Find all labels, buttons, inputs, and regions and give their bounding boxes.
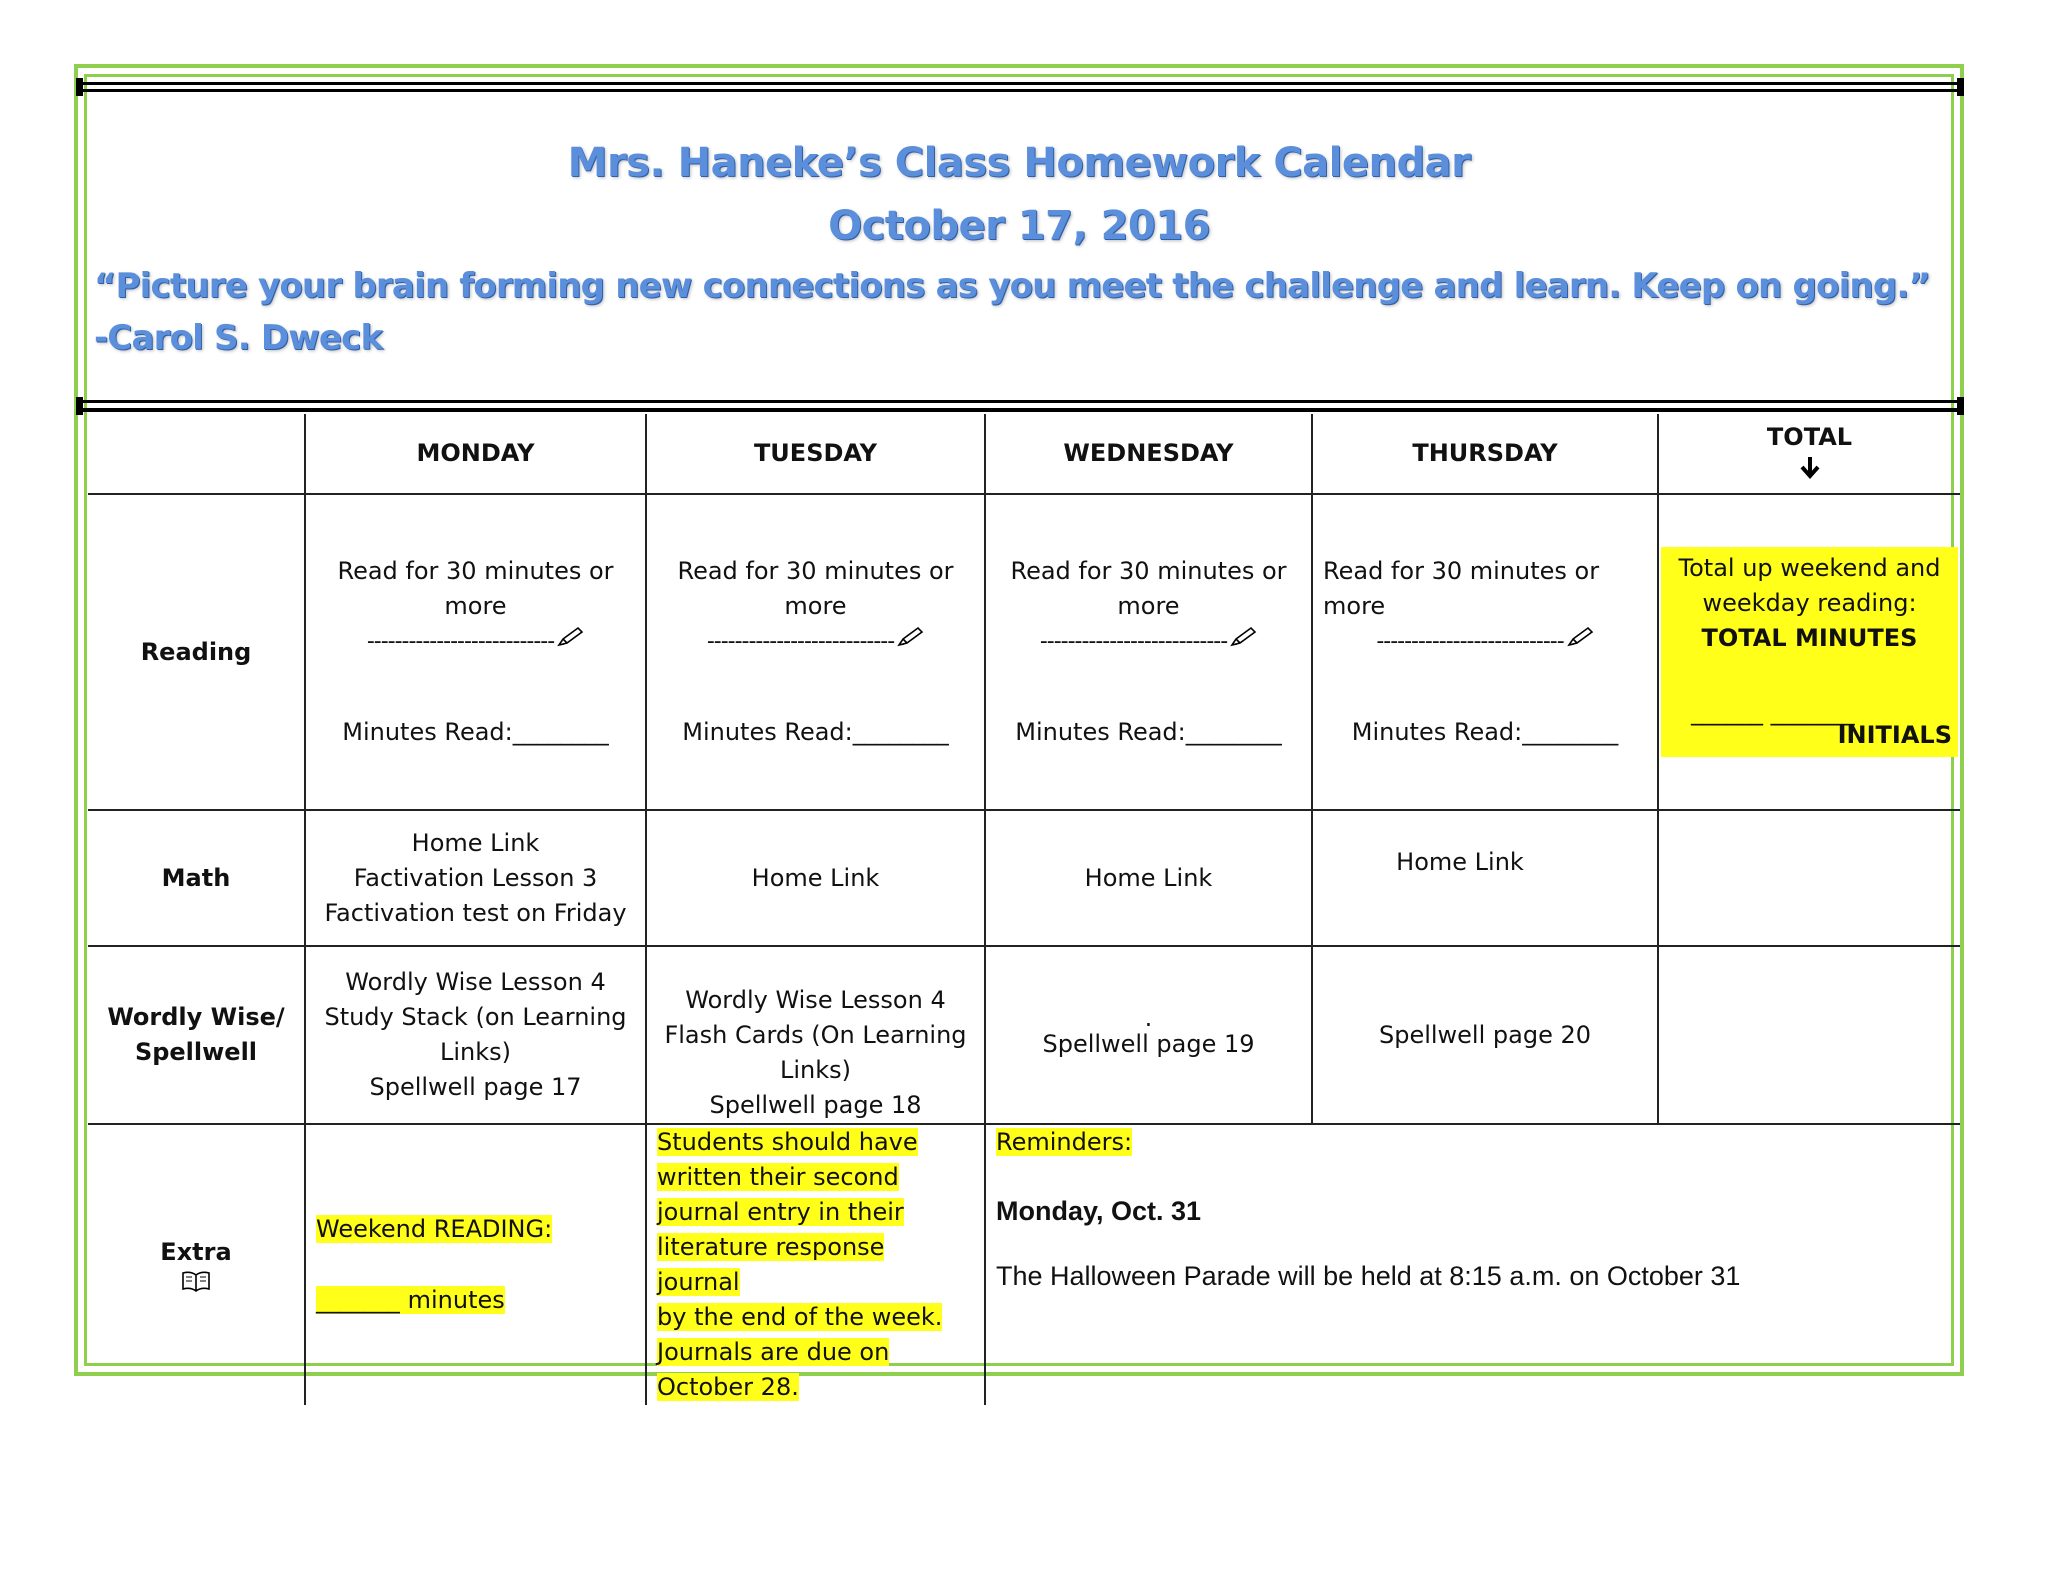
reading-wednesday-cell xyxy=(985,494,1312,810)
math-thursday-text: Home Link xyxy=(1396,848,1524,876)
journal-text: Journals are due on xyxy=(657,1338,890,1366)
rule-end-mark xyxy=(76,397,83,415)
extra-monday-cell xyxy=(305,1124,646,1405)
quote-author: -Carol S. Dweck xyxy=(94,318,383,358)
total-highlight-box xyxy=(1661,547,1958,757)
top-double-rule xyxy=(78,82,1960,92)
reading-total-cell xyxy=(1658,494,1960,810)
pencil-icon xyxy=(1229,624,1257,659)
math-wednesday-cell: Home Link xyxy=(985,810,1312,946)
rule-end-mark xyxy=(1957,397,1964,415)
pencil-icon xyxy=(896,624,924,659)
wordly-tuesday-cell xyxy=(646,946,985,1124)
pencil-icon xyxy=(1566,624,1594,659)
wordly-line: Wordly Wise Lesson 4 xyxy=(685,986,946,1014)
reading-task-line1: Read for 30 minutes or xyxy=(337,556,614,585)
wordly-line: Study Stack (on Learning xyxy=(324,1003,627,1031)
extra-tuesday-cell xyxy=(646,1124,985,1405)
reading-thursday-cell xyxy=(1312,494,1658,810)
wordly-line: Wordly Wise Lesson 4 xyxy=(345,968,606,996)
col-header-total xyxy=(1658,414,1960,494)
row-label-extra xyxy=(88,1124,305,1405)
col-header-wednesday: WEDNESDAY xyxy=(985,414,1312,494)
dash-line: --------------------------- xyxy=(1039,628,1228,654)
table-header-row xyxy=(88,414,1960,494)
wordly-monday-cell xyxy=(305,946,646,1124)
minutes-read-blank[interactable]: Minutes Read:________ xyxy=(1015,718,1282,747)
reminders-label-text: Reminders: xyxy=(996,1128,1133,1156)
math-monday-line: Factivation test on Friday xyxy=(324,898,627,927)
weekend-minutes-line xyxy=(316,1283,635,1318)
reading-dashes xyxy=(1323,624,1647,660)
math-monday-cell xyxy=(305,810,646,946)
journal-line xyxy=(657,1195,974,1230)
reading-row xyxy=(88,494,1960,810)
journal-line xyxy=(657,1160,974,1195)
journal-text: written their second xyxy=(657,1163,899,1191)
row-label-reading: Reading xyxy=(88,494,305,810)
wordly-wednesday-cell xyxy=(985,946,1312,1124)
journal-line xyxy=(657,1335,974,1370)
wordly-line: Spellwell page 18 xyxy=(709,1091,922,1119)
rule-end-mark xyxy=(1957,78,1964,96)
math-thursday-cell xyxy=(1312,810,1658,946)
weekend-minutes-blank[interactable]: _______ xyxy=(316,1286,400,1314)
journal-text: October 28. xyxy=(657,1373,799,1401)
row-label-line: Extra xyxy=(160,1237,232,1266)
calendar-date: October 17, 2016 xyxy=(828,203,1210,249)
col-header-monday: MONDAY xyxy=(305,414,646,494)
math-monday-line: Factivation Lesson 3 xyxy=(353,863,598,892)
reminders-cell xyxy=(985,1124,1960,1405)
reading-task-line2: more xyxy=(444,591,507,620)
reading-task-line2: more xyxy=(1117,591,1180,620)
down-arrow-icon xyxy=(1669,455,1950,482)
math-monday-line: Home Link xyxy=(411,828,540,857)
minutes-read-blank[interactable]: Minutes Read:________ xyxy=(1351,718,1619,747)
reading-task-line1: Read for 30 minutes or xyxy=(677,556,954,585)
math-row xyxy=(88,810,1960,946)
weekend-reading-label xyxy=(316,1212,635,1247)
total-line2: weekday reading: xyxy=(1702,589,1917,617)
math-total-cell xyxy=(1658,810,1960,946)
minutes-read-blank[interactable]: Minutes Read:________ xyxy=(682,718,949,747)
journal-text: literature response journal xyxy=(657,1233,885,1296)
reading-dashes xyxy=(996,624,1301,660)
journal-line xyxy=(657,1300,974,1335)
wordly-line: Links) xyxy=(439,1038,511,1066)
reading-dashes xyxy=(316,624,635,660)
book-icon xyxy=(98,1270,294,1296)
journal-text: Students should have xyxy=(657,1128,918,1156)
journal-text: journal entry in their xyxy=(657,1198,904,1226)
quote-text: “Picture your brain forming new connections as you meet the challenge and learn. Keep on going.” xyxy=(94,266,1931,306)
reading-task-line2: more xyxy=(1323,591,1386,620)
page-title: Mrs. Haneke’s Class Homework Calendar xyxy=(567,140,1471,186)
reminder-date: Monday, Oct. 31 xyxy=(996,1196,1202,1226)
wordly-dot: . xyxy=(1144,1003,1153,1032)
homework-table xyxy=(88,414,1960,1405)
reminder-text: The Halloween Parade will be held at 8:15 a.m. on October 31 xyxy=(996,1261,1741,1291)
math-tuesday-cell: Home Link xyxy=(646,810,985,946)
journal-line xyxy=(657,1125,974,1160)
wordly-line: Spellwell page 19 xyxy=(1042,1029,1255,1058)
wordly-line: Flash Cards (On Learning xyxy=(664,1021,967,1049)
row-label-math: Math xyxy=(88,810,305,946)
col-header-thursday: THURSDAY xyxy=(1312,414,1658,494)
minutes-read-blank[interactable]: Minutes Read:________ xyxy=(342,718,609,747)
journal-text: by the end of the week. xyxy=(657,1303,943,1331)
weekend-reading-text: Weekend READING: xyxy=(316,1215,553,1243)
total-blanks[interactable]: ______ _______ xyxy=(1691,698,1855,726)
extra-row xyxy=(88,1124,1960,1405)
reading-task-line1: Read for 30 minutes or xyxy=(1323,556,1600,585)
dash-line: --------------------------- xyxy=(706,628,895,654)
reading-monday-cell xyxy=(305,494,646,810)
col-header-tuesday: TUESDAY xyxy=(646,414,985,494)
wordly-row xyxy=(88,946,1960,1124)
reading-task-line1: Read for 30 minutes or xyxy=(1010,556,1287,585)
header-divider-rule xyxy=(78,400,1960,412)
rule-end-mark xyxy=(76,78,83,96)
reading-dashes xyxy=(657,624,974,660)
reminders-label xyxy=(996,1125,1950,1160)
dash-line: --------------------------- xyxy=(1376,628,1564,654)
row-label-line: Spellwell xyxy=(134,1038,258,1066)
total-line1: Total up weekend and xyxy=(1678,554,1941,582)
journal-line xyxy=(657,1230,974,1300)
dash-line: --------------------------- xyxy=(366,628,555,654)
initials-label: INITIALS xyxy=(1837,721,1952,749)
total-header-label: TOTAL xyxy=(1766,423,1853,451)
wordly-thursday-cell: Spellwell page 20 xyxy=(1312,946,1658,1124)
row-label-line: Wordly Wise/ xyxy=(107,1003,285,1031)
pencil-icon xyxy=(556,624,584,659)
journal-line xyxy=(657,1370,974,1405)
weekend-minutes-word: minutes xyxy=(400,1286,505,1314)
wordly-line: Links) xyxy=(779,1056,851,1084)
total-minutes-label: TOTAL MINUTES xyxy=(1701,624,1918,652)
reading-tuesday-cell xyxy=(646,494,985,810)
corner-cell xyxy=(88,414,305,494)
wordly-line: Spellwell page 17 xyxy=(369,1073,582,1101)
row-label-wordly xyxy=(88,946,305,1124)
wordly-total-cell xyxy=(1658,946,1960,1124)
reading-task-line2: more xyxy=(784,591,847,620)
